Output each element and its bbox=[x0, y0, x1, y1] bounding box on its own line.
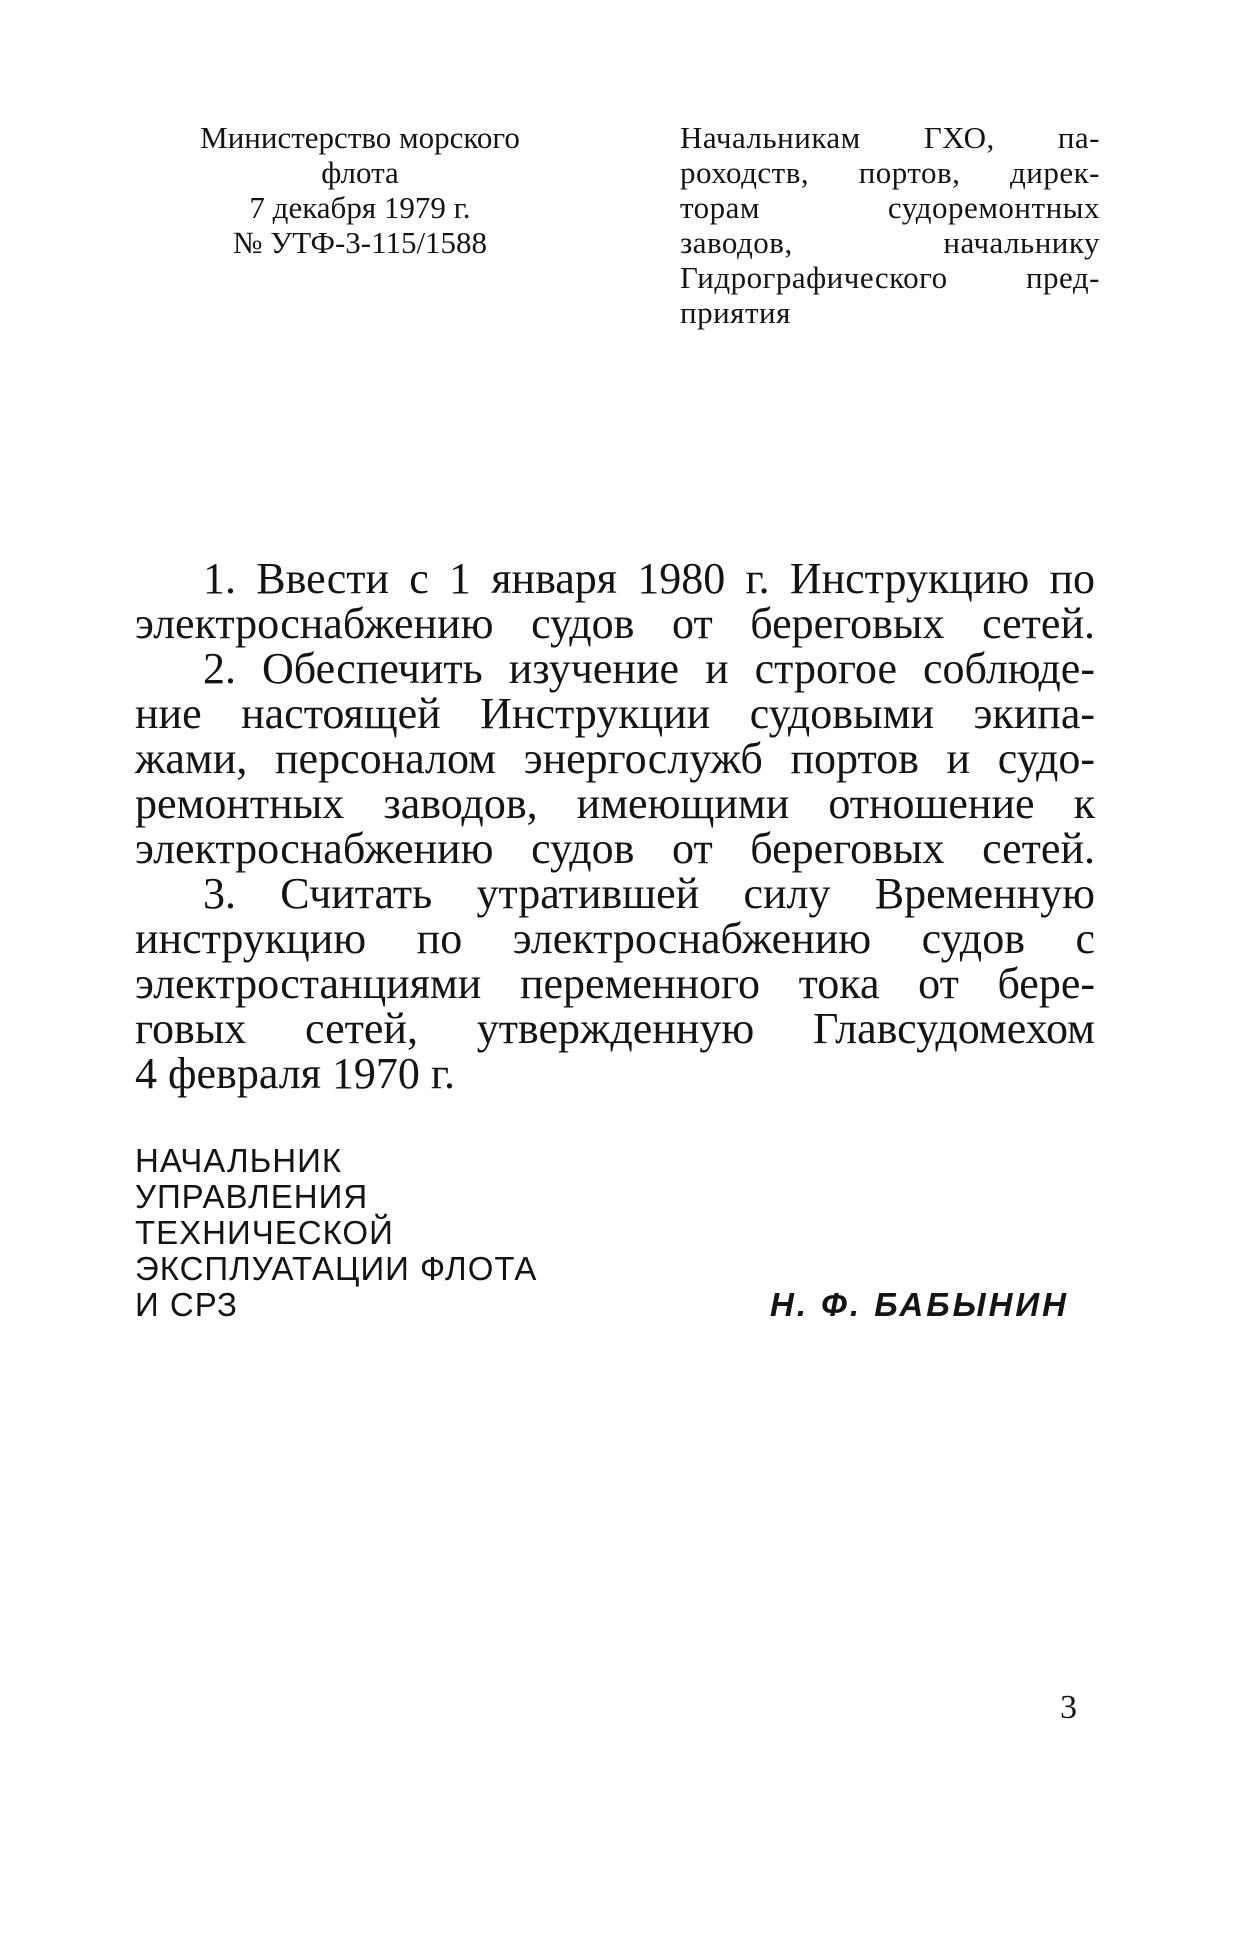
signatory-title-line: ЭКСПЛУАТАЦИИ ФЛОТА bbox=[135, 1250, 538, 1287]
order-item-1-line: электроснабжению судов от береговых сетей. bbox=[135, 599, 1095, 648]
addressee-line: Начальникам ГХО, па- bbox=[680, 120, 1100, 155]
order-item-3-line: инструкцию по электроснабжению судов с bbox=[135, 914, 1095, 963]
order-item-2-line: ремонтных заводов, имеющими отношение к bbox=[135, 779, 1095, 828]
issue-date: 7 декабря 1979 г. bbox=[249, 190, 471, 225]
order-item-3-line: 4 февраля 1970 г. bbox=[135, 1049, 456, 1098]
order-item-2-line: 2. Обеспечить изучение и строгое соблюде- bbox=[203, 644, 1095, 693]
addressee-line: заводов, начальнику bbox=[680, 225, 1100, 260]
signatory-title-line: И СРЗ bbox=[135, 1286, 238, 1323]
signatory-title-line: НАЧАЛЬНИК bbox=[135, 1142, 343, 1179]
signatory-title-line: ТЕХНИЧЕСКОЙ bbox=[135, 1214, 394, 1251]
order-item-2-line: электроснабжению судов от береговых сетей. bbox=[135, 824, 1095, 873]
order-item-3-line: говых сетей, утвержденную Главсудомехом bbox=[135, 1004, 1095, 1053]
order-item-2-line: ние настоящей Инструкции судовыми экипа- bbox=[135, 689, 1095, 738]
document-number: № УТФ-3-115/1588 bbox=[232, 225, 488, 260]
signatory-title-line: УПРАВЛЕНИЯ bbox=[135, 1178, 369, 1215]
signatory-title bbox=[135, 1143, 537, 1323]
addressee-line: торам судоремонтных bbox=[680, 190, 1100, 225]
issuer-ministry-cont: флота bbox=[321, 155, 399, 190]
order-body bbox=[135, 556, 1095, 1096]
order-item-1-line: 1. Ввести с 1 января 1980 г. Инструкцию по bbox=[203, 554, 1095, 603]
addressee-block bbox=[680, 120, 1100, 330]
issuer-block bbox=[150, 120, 570, 260]
order-item-3-line: электростанциями переменного тока от бере- bbox=[135, 959, 1095, 1008]
order-item-3-line: 3. Считать утратившей силу Временную bbox=[203, 869, 1095, 918]
signatory-name: Н. Ф. БАБЫНИН bbox=[770, 1286, 1069, 1323]
page-number: 3 bbox=[1060, 1689, 1077, 1726]
addressee-line: Гидрографического пред- bbox=[680, 260, 1100, 295]
order-item-2-line: жами, персоналом энергослужб портов и судо- bbox=[135, 734, 1095, 783]
addressee-line: приятия bbox=[680, 295, 791, 330]
issuer-ministry: Министерство морского bbox=[200, 120, 520, 155]
addressee-line: роходств, портов, дирек- bbox=[680, 155, 1100, 190]
